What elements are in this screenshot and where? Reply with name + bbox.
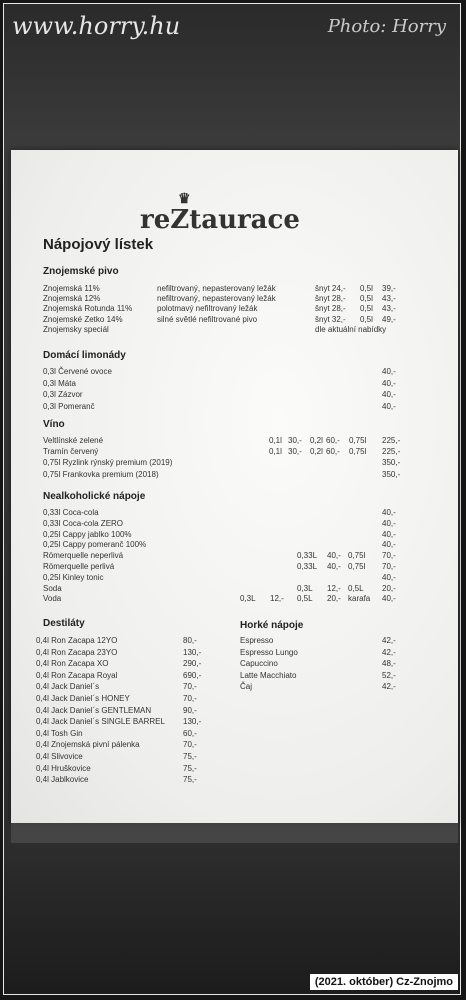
soft-cell: 40,- <box>382 572 396 582</box>
spirits-cell: 0,4l Tosh Gin <box>36 728 83 738</box>
wine-cell: 0,1l <box>269 436 282 445</box>
beer-cell: Znojemsky speciál <box>43 324 109 334</box>
spirits-cell: 60,- <box>183 728 197 738</box>
beer-cell: 43,- <box>382 304 396 314</box>
soft-cell: 40,- <box>327 551 341 561</box>
beer-cell: nefiltrovaný, nepasterovaný ležák <box>157 294 276 304</box>
wine-cell: 0,75l <box>349 447 367 457</box>
spirits-cell: 70,- <box>183 694 197 703</box>
beer-cell: Znojemská 12% <box>43 294 101 304</box>
beer-cell: 0,5l <box>360 284 373 293</box>
soft-cell: 0,25l Cappy jablko 100% <box>43 529 132 539</box>
spirits-cell: 80,- <box>183 636 197 645</box>
soft-cell: 40,- <box>382 508 396 517</box>
spirits-heading: Destiláty <box>43 618 85 629</box>
watermark-left: www.horry.hu <box>12 12 181 40</box>
soft-cell: 0,75l <box>348 551 366 561</box>
beer-cell: silné světlé nefiltrované pivo <box>157 314 258 324</box>
hot-cell: 42,- <box>382 682 396 692</box>
spirits-cell: 290,- <box>183 659 202 669</box>
soft-cell: 70,- <box>382 551 396 561</box>
soft-cell: 0,33l Coca-cola ZERO <box>43 518 124 528</box>
lemonade-cell: 0,3l Máta <box>43 378 76 388</box>
soft-cell: 40,- <box>382 594 396 604</box>
lemonade-cell: 0,3l Pomeranč <box>43 401 95 411</box>
beer-cell: 0,5l <box>360 294 373 304</box>
wine-cell: 350,- <box>382 469 401 479</box>
spirits-cell: 75,- <box>183 775 197 785</box>
wine-cell: Tramín červený <box>43 447 99 457</box>
soft-cell: 0,33L <box>297 551 318 561</box>
hot-heading: Horké nápoje <box>240 620 304 631</box>
hot-cell: 42,- <box>382 636 396 645</box>
spirits-cell: 70,- <box>183 740 197 750</box>
spirits-cell: 0,4l Ron Zacapa XO <box>36 659 109 669</box>
soft-cell: 70,- <box>382 562 396 571</box>
lemonade-cell: 0,3l Červené ovoce <box>43 367 112 376</box>
wine-cell: 0,1l <box>269 447 282 457</box>
logo-text: reZtaurace <box>140 205 300 235</box>
lemonade-cell: 0,3l Zázvor <box>43 390 83 399</box>
soft-cell: 0,25l Cappy pomeranč 100% <box>43 540 147 550</box>
wine-heading: Víno <box>43 419 65 430</box>
beer-cell: 39,- <box>382 284 396 293</box>
spirits-cell: 75,- <box>183 752 197 761</box>
hot-cell: Espresso Lungo <box>240 647 298 657</box>
spirits-cell: 0,4l Ron Zacapa 12YO <box>36 636 118 645</box>
spirits-cell: 0,4l Jack Daniel´s HONEY <box>36 694 130 703</box>
hot-cell: Espresso <box>240 636 274 645</box>
beer-cell: šnyt 32,- <box>315 314 346 324</box>
soft-cell: Römerquelle perlivá <box>43 562 115 571</box>
wine-cell: Veltlínské zelené <box>43 436 104 445</box>
soft-cell: 20,- <box>382 583 396 593</box>
wine-cell: 60,- <box>326 447 340 457</box>
spirits-cell: 0,4l Jablkovice <box>36 775 89 785</box>
beer-heading: Znojemské pivo <box>43 266 119 277</box>
wine-cell: 225,- <box>382 436 401 445</box>
spirits-cell: 0,4l Jack Daniel´s SINGLE BARREL <box>36 717 165 727</box>
hot-cell: Latte Macchiato <box>240 670 297 680</box>
hot-cell: 42,- <box>382 647 396 657</box>
spirits-cell: 130,- <box>183 647 202 657</box>
soft-cell: 12,- <box>327 583 341 593</box>
beer-cell: šnyt 28,- <box>315 304 346 314</box>
lemonade-heading: Domácí limonády <box>43 350 126 361</box>
wine-cell: 0,75l Ryzlink rýnský premium (2019) <box>43 458 173 468</box>
hot-cell: 48,- <box>382 659 396 669</box>
soft-cell: 40,- <box>382 540 396 550</box>
soft-cell: Römerquelle neperlivá <box>43 551 124 561</box>
beer-cell: polotmavý nefiltrovaný ležák <box>157 304 258 314</box>
spirits-cell: 0,4l Ron Zacapa 23YO <box>36 647 118 657</box>
soft-cell: Soda <box>43 583 62 593</box>
wine-cell: 60,- <box>326 436 340 445</box>
soft-cell: 0,3L <box>297 583 313 593</box>
spirits-cell: 0,4l Jack Daniel´s <box>36 682 100 692</box>
hot-cell: Capuccino <box>240 659 278 669</box>
soft-cell: Voda <box>43 594 62 604</box>
wine-cell: 0,2l <box>310 447 323 457</box>
wine-cell: 0,75l Frankovka premium (2018) <box>43 469 159 479</box>
hot-cell: 52,- <box>382 670 396 680</box>
wine-cell: 30,- <box>288 436 302 445</box>
spirits-cell: 0,4l Slivovice <box>36 752 83 761</box>
beer-cell: šnyt 28,- <box>315 294 346 304</box>
spirits-cell: 75,- <box>183 763 197 773</box>
watermark-right: Photo: Horry <box>327 16 446 37</box>
beer-cell: 0,5l <box>360 304 373 314</box>
lemonade-cell: 40,- <box>382 390 396 399</box>
spirits-cell: 0,4l Hruškovice <box>36 763 91 773</box>
menu-title: Nápojový lístek <box>43 236 154 253</box>
paper-shadow <box>11 823 458 843</box>
soft-cell: 12,- <box>270 594 284 604</box>
beer-cell: 43,- <box>382 294 396 304</box>
crown-icon: ♛ <box>178 191 191 207</box>
beer-cell: Znojemská Rotunda 11% <box>43 304 133 314</box>
wine-cell: 225,- <box>382 447 401 457</box>
spirits-cell: 0,4l Jack Daniel´s GENTLEMAN <box>36 705 152 715</box>
soft-cell: 0,5L <box>297 594 313 604</box>
hot-cell: Čaj <box>240 682 253 692</box>
wine-cell: 30,- <box>288 447 302 457</box>
beer-cell: dle aktuální nabídky <box>315 324 387 334</box>
wine-cell: 0,2l <box>310 436 323 445</box>
beer-cell: Znojemské Zetko 14% <box>43 314 123 324</box>
wine-cell: 350,- <box>382 458 401 468</box>
spirits-cell: 90,- <box>183 705 197 715</box>
soft-heading: Nealkoholické nápoje <box>43 491 146 502</box>
beer-cell: nefiltrovaný, nepasterovaný ležák <box>157 284 276 293</box>
beer-cell: 49,- <box>382 314 396 324</box>
soft-cell: 0,33L <box>297 562 318 571</box>
soft-cell: 40,- <box>382 518 396 528</box>
photo-caption: (2021. október) Cz-Znojmo <box>310 974 458 990</box>
wine-cell: 0,75l <box>349 436 367 445</box>
beer-cell: šnyt 24,- <box>315 284 346 293</box>
soft-cell: 0,33l Coca-cola <box>43 508 99 517</box>
beer-cell: Znojemská 11% <box>43 284 100 293</box>
soft-cell: 0,5L <box>348 583 364 593</box>
restaurant-logo <box>140 191 300 235</box>
spirits-cell: 70,- <box>183 682 197 692</box>
soft-cell: karafa <box>348 594 371 604</box>
soft-cell: 40,- <box>327 562 341 571</box>
soft-cell: 0,3L <box>240 594 256 604</box>
lemonade-cell: 40,- <box>382 401 396 411</box>
spirits-cell: 0,4l Ron Zacapa Royal <box>36 670 118 680</box>
beer-cell: 0,5l <box>360 314 373 324</box>
soft-cell: 0,25l Kinley tonic <box>43 572 104 582</box>
spirits-cell: 130,- <box>183 717 202 727</box>
lemonade-cell: 40,- <box>382 367 396 376</box>
soft-cell: 40,- <box>382 529 396 539</box>
lemonade-cell: 40,- <box>382 378 396 388</box>
soft-cell: 0,75l <box>348 562 366 571</box>
spirits-cell: 690,- <box>183 670 202 680</box>
soft-cell: 20,- <box>327 594 341 604</box>
spirits-cell: 0,4l Znojemská pivní pálenka <box>36 740 140 750</box>
